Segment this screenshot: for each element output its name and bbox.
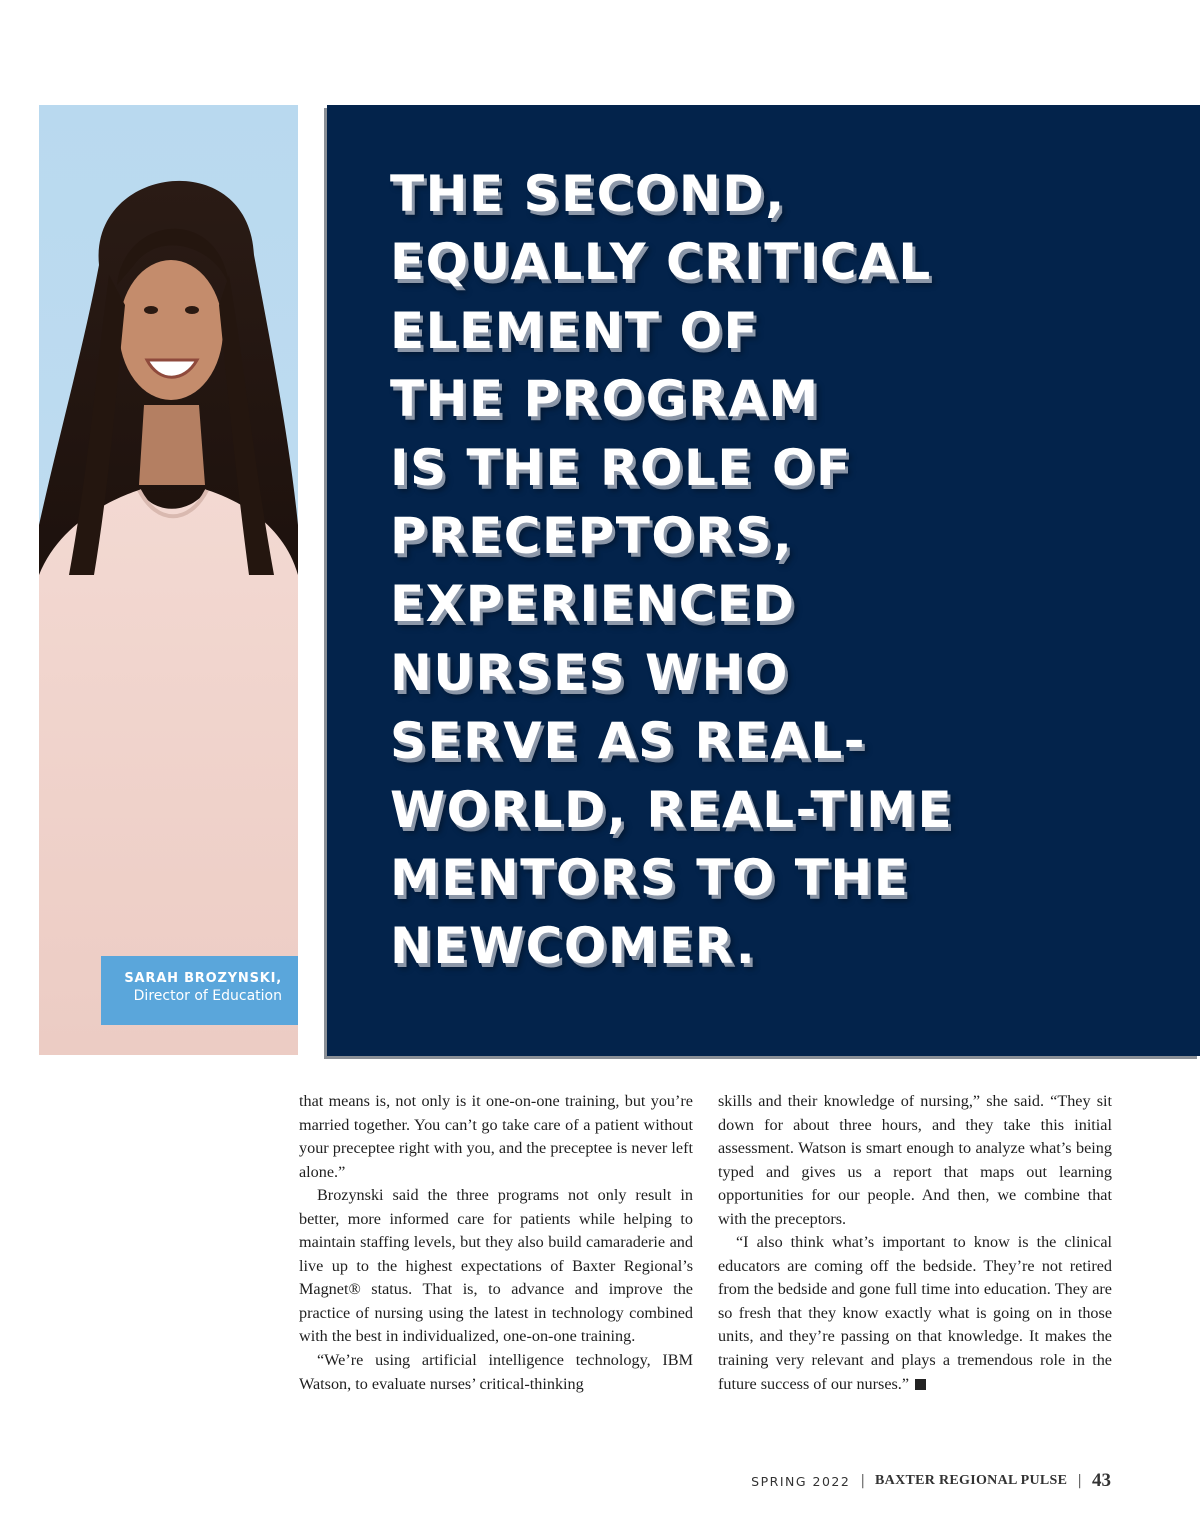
article-paragraph: that means is, not only is it one-on-one training, but you’re married together. You can’t go take care of a patient without your preceptee right with you, and the preceptee is never left alone.” — [299, 1092, 693, 1181]
article-paragraph-final — [718, 1231, 1112, 1396]
article-column-left — [299, 1090, 693, 1396]
caption-role: Director of Education — [133, 988, 282, 1004]
pull-quote-text: THE SECOND, EQUALLY CRITICAL ELEMENT OF THE PROGRAM IS THE ROLE OF PRECEPTORS, EXPERIENCED NURSES WHO SERVE AS REAL- WORLD, REAL-TIME MENTORS TO THE NEWCOMER. — [390, 165, 954, 976]
page-number: 43 — [1092, 1470, 1111, 1491]
publication-name: BAXTER REGIONAL PULSE — [875, 1473, 1068, 1488]
footer-separator: | — [1077, 1473, 1082, 1489]
footer-separator: | — [860, 1473, 866, 1489]
article-paragraph-text: “I also think what’s important to know is the clinical educators are coming off the bedside. They’re not retired from the bedside and gone full time into education. They are so fresh that they know exactly what is going on in those units, and they’re passing on that knowledge. It makes the training very relevant and plays a tremendous role in the future success of our nurses.” — [718, 1233, 1112, 1393]
issue-season: SPRING 2022 — [751, 1473, 851, 1489]
portrait-photo — [39, 105, 298, 1055]
caption-name: SARAH BROZYNSKI, — [124, 971, 282, 986]
end-square-icon — [915, 1379, 926, 1390]
page-footer — [751, 1470, 1111, 1492]
article-paragraph: skills and their knowledge of nursing,” she said. “They sit down for about three hours, and they take this initial assessment. Watson is smart enough to analyze what’s being typed and gives us a report that maps out learning opportunities for our people. And then, we combine that with the preceptors. — [718, 1092, 1112, 1228]
article-paragraph: Brozynski said the three programs not only result in better, more informed care for patients while helping to maintain staffing levels, but they also build camaraderie and live up to the highest expectations of Baxter Regional’s Magnet® status. That is, to advance and improve the practice of nursing using the latest in technology combined with the best in individualized, one-on-one training. — [299, 1186, 693, 1346]
portrait-illustration — [39, 105, 298, 1055]
article-paragraph: “We’re using artificial intelligence technology, IBM Watson, to evaluate nurses’ critical-thinking — [299, 1351, 693, 1393]
photo-caption — [101, 956, 298, 1025]
pull-quote-box — [327, 105, 1200, 1056]
article-column-right — [718, 1090, 1112, 1396]
